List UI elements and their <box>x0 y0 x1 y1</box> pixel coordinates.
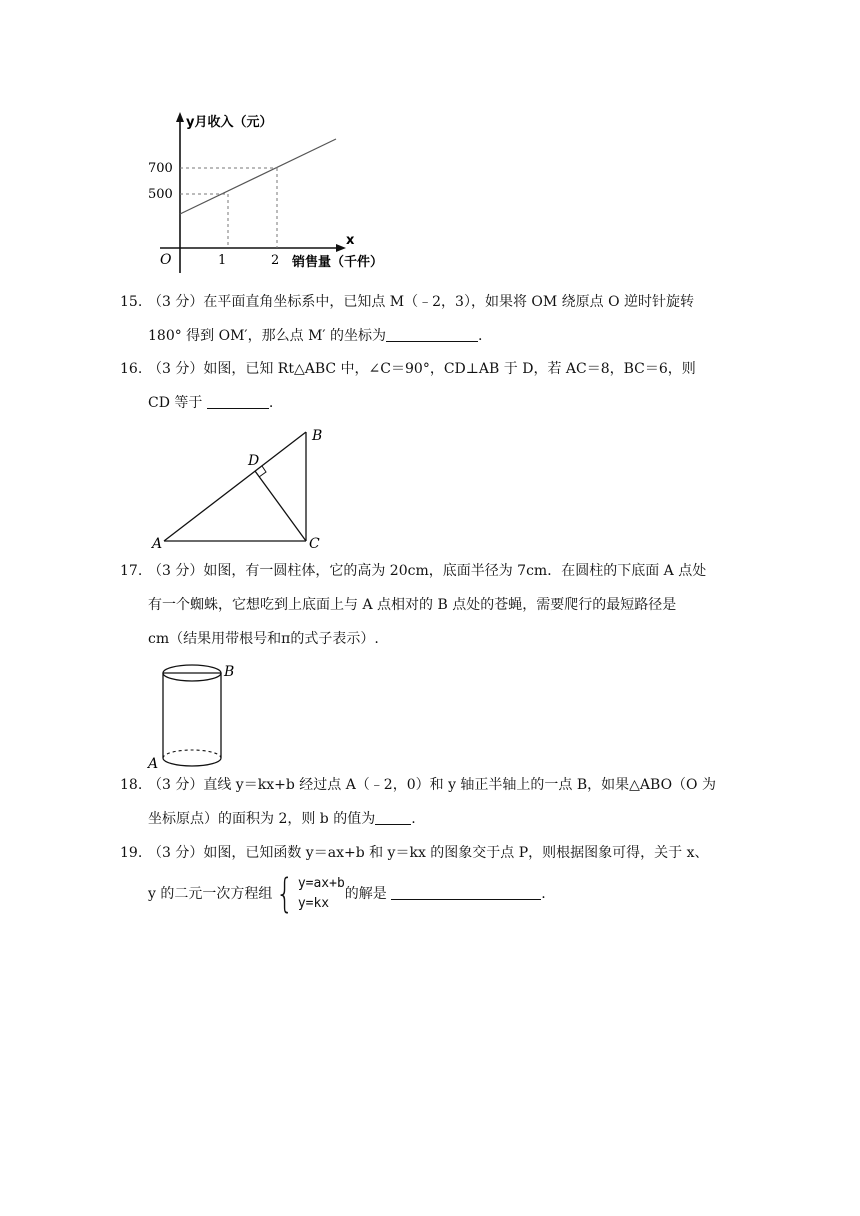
answer-blank[interactable] <box>375 808 411 825</box>
period: . <box>478 328 483 344</box>
point-b: B <box>224 664 235 680</box>
question-text: CD 等于 <box>148 395 203 411</box>
equation-2: y=kx <box>297 896 330 911</box>
answer-blank[interactable] <box>391 883 541 900</box>
equation-system <box>272 870 344 918</box>
point-a: A <box>148 756 159 772</box>
income-sales-graph <box>140 108 410 278</box>
question-number: 18. <box>120 777 143 793</box>
question-15 <box>120 285 740 353</box>
question-text: cm（结果用带根号和π的式子表示）. <box>148 631 379 647</box>
xtick-2: 2 <box>271 253 280 268</box>
question-text: （3 分）直线 y＝kx+b 经过点 A（﹣2，0）和 y 轴正半轴上的一点 B，如果△ABO（O 为 <box>148 777 716 793</box>
ytick-700: 700 <box>148 161 173 176</box>
x-axis-label: x <box>346 233 355 248</box>
question-text: 的解是 <box>344 886 387 902</box>
altitude-cd <box>255 471 306 541</box>
side-ab <box>164 432 306 541</box>
question-text: （3 分）如图，有一圆柱体，它的高为 20cm，底面半径为 7cm．在圆柱的下底面 A 点处 <box>148 563 707 579</box>
question-number: 16. <box>120 361 143 377</box>
x-axis-arrow <box>336 244 346 252</box>
question-text: （3 分）如图，已知函数 y＝ax+b 和 y＝kx 的图象交于点 P，则根据图象可得，关于 x、 <box>148 845 709 861</box>
equation-1: y=ax+b <box>297 876 345 891</box>
question-text: （3 分）如图，已知 Rt△ABC 中，∠C＝90°，CD⊥AB 于 D，若 AC＝8，BC＝6，则 <box>148 361 696 377</box>
cylinder-figure <box>144 656 254 772</box>
y-axis-arrow <box>176 112 184 122</box>
question-number: 17. <box>120 563 143 579</box>
vertex-d: D <box>248 453 260 469</box>
question-number: 19. <box>120 845 143 861</box>
answer-blank[interactable] <box>207 392 269 409</box>
ytick-500: 500 <box>148 187 173 202</box>
bottom-back-arc <box>163 750 221 758</box>
bottom-front-arc <box>163 758 221 766</box>
question-number: 15. <box>120 294 143 310</box>
question-text: 有一个蜘蛛，它想吃到上底面上与 A 点相对的 B 点处的苍蝇，需要爬行的最短路径是 <box>148 597 677 613</box>
question-text: 坐标原点）的面积为 2，则 b 的值为 <box>148 811 376 827</box>
y-axis-label: y月收入（元） <box>186 115 273 130</box>
question-text: （3 分）在平面直角坐标系中，已知点 M（﹣2，3），如果将 OM 绕原点 O 逆时针旋转 <box>148 294 695 310</box>
period: . <box>268 395 274 411</box>
x-axis-caption: 销售量（千件） <box>292 255 384 270</box>
question-16 <box>120 352 740 420</box>
period: . <box>541 886 546 902</box>
vertex-a: A <box>152 536 163 552</box>
question-17 <box>120 554 740 656</box>
origin-label: O <box>160 252 172 268</box>
brace-icon: { <box>276 871 294 917</box>
question-text: 180° 得到 OM′，那么点 M′ 的坐标为 <box>148 328 387 344</box>
question-19 <box>120 836 740 918</box>
right-triangle-figure <box>148 424 338 552</box>
period: . <box>411 811 416 827</box>
vertex-b: B <box>312 428 323 444</box>
question-18 <box>120 768 740 836</box>
xtick-1: 1 <box>218 253 227 268</box>
income-line <box>180 139 336 214</box>
question-text: y 的二元一次方程组 <box>148 886 273 902</box>
vertex-c: C <box>309 536 320 552</box>
answer-blank[interactable] <box>386 325 478 342</box>
